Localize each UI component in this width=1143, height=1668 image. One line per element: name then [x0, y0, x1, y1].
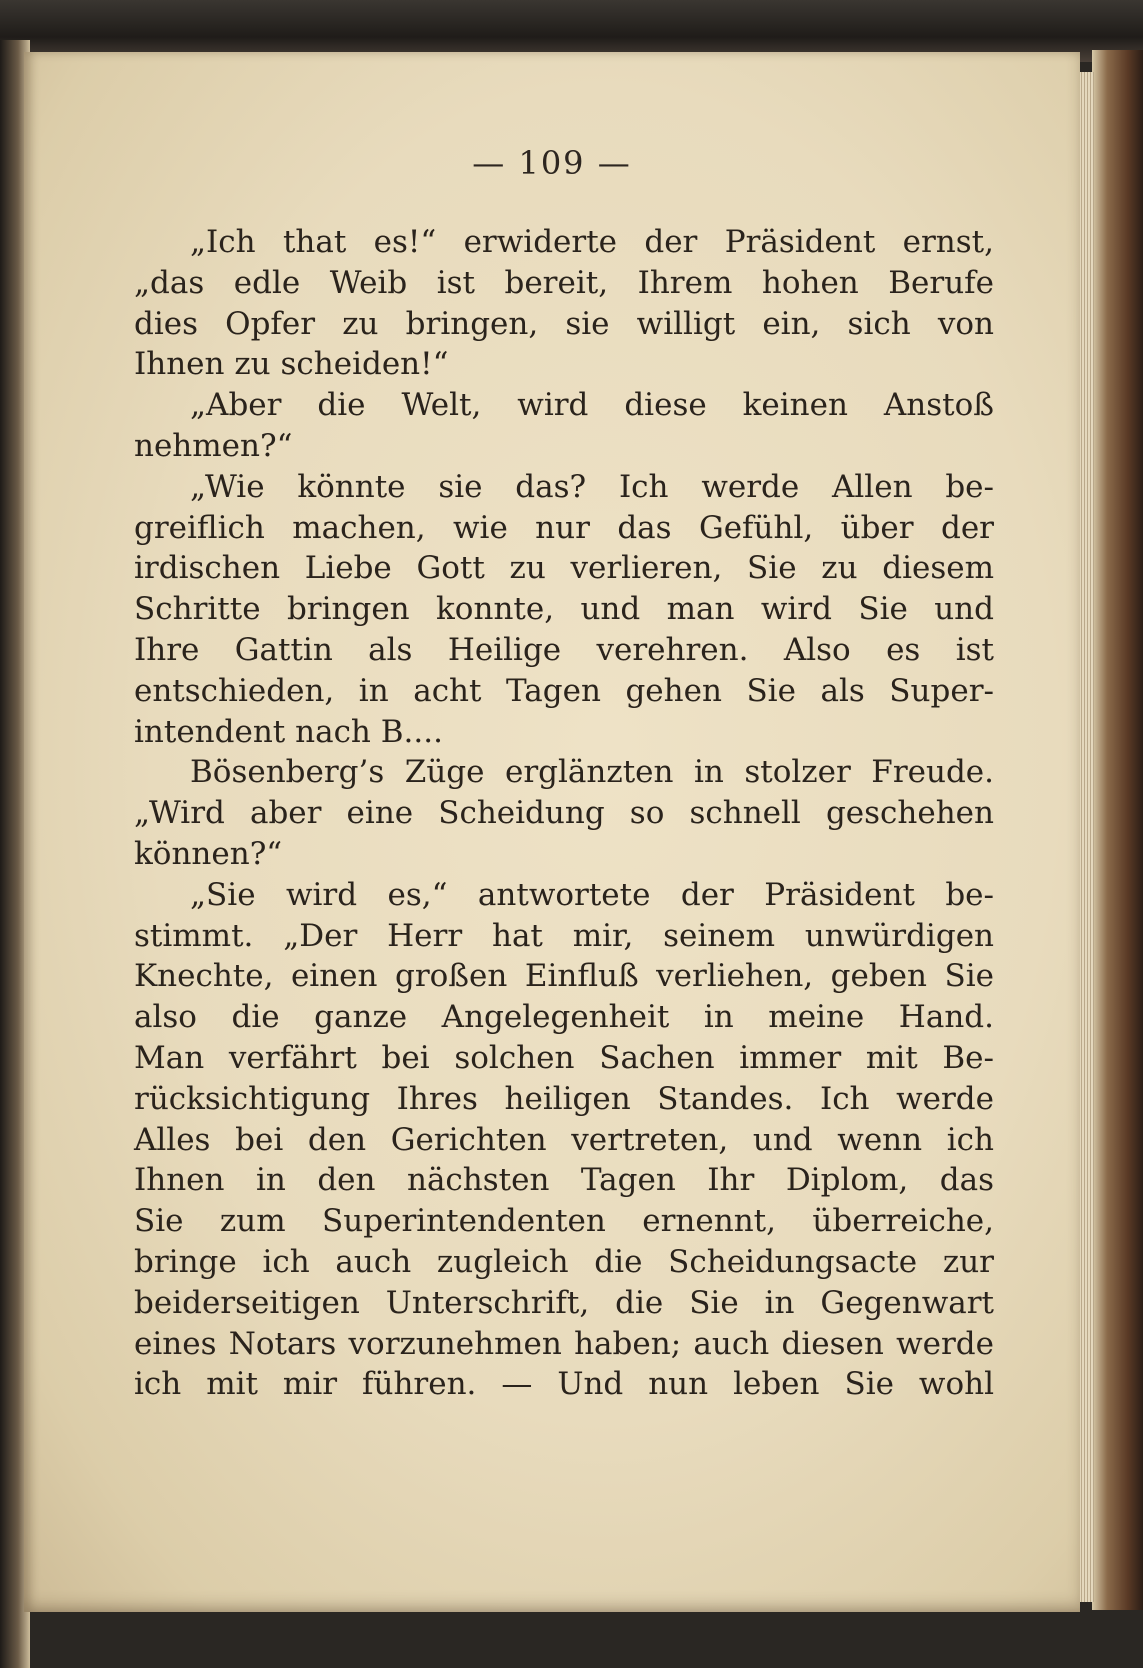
text-line: beiderseitigen Unterschrift, die Sie in Gegenwart — [134, 1284, 994, 1321]
text-line: können?“ — [134, 835, 283, 872]
text-line: also die ganze Angelegenheit in meine Hand. — [134, 999, 994, 1036]
text-line: Alles bei den Gerichten vertreten, und wenn ich — [134, 1121, 994, 1158]
text-line: nehmen?“ — [134, 427, 293, 464]
text-line: greiflich machen, wie nur das Gefühl, über der — [134, 509, 994, 546]
text-line: irdischen Liebe Gott zu verlieren, Sie zu diesem — [134, 550, 994, 587]
book-cover-edge — [1092, 50, 1143, 1610]
text-line: Sie zum Superintendenten ernennt, überreiche, — [134, 1203, 994, 1240]
text-line: stimmt. „Der Herr hat mir, seinem unwürdigen — [134, 917, 994, 954]
text-line: „Wie könnte sie das? Ich werde Allen be- — [190, 468, 994, 505]
text-line: eines Notars vorzunehmen haben; auch diesen werde — [134, 1325, 994, 1362]
text-line: „Wird aber eine Scheidung so schnell geschehen — [134, 795, 994, 832]
text-line: Knechte, einen großen Einfluß verliehen, geben Sie — [134, 958, 994, 995]
text-line: rücksichtigung Ihres heiligen Standes. Ich werde — [134, 1080, 994, 1117]
text-line: Bösenberg’s Züge erglänzten in stolzer Freude. — [190, 754, 994, 791]
text-line: „Aber die Welt, wird diese keinen Anstoß — [190, 387, 994, 424]
body-text — [134, 222, 994, 1405]
text-line: dies Opfer zu bringen, sie willigt ein, sich von — [134, 305, 994, 342]
text-line: intendent nach B.... — [134, 713, 443, 750]
text-line: Ihre Gattin als Heilige verehren. Also es ist — [134, 631, 994, 668]
text-line: entschieden, in acht Tagen gehen Sie als Super- — [134, 672, 994, 709]
text-line: „das edle Weib ist bereit, Ihrem hohen Berufe — [134, 264, 994, 301]
book-page — [24, 52, 1080, 1612]
text-line: Ihnen zu scheiden!“ — [134, 346, 449, 383]
text-line: bringe ich auch zugleich die Scheidungsacte zur — [134, 1243, 994, 1280]
text-line: „Ich that es!“ erwiderte der Präsident ernst, — [190, 224, 994, 260]
text-line: Ihnen in den nächsten Tagen Ihr Diplom, das — [134, 1162, 994, 1199]
text-line: Man verfährt bei solchen Sachen immer mit Be- — [134, 1039, 994, 1076]
text-line: Schritte bringen konnte, und man wird Sie und — [134, 591, 994, 628]
text-line: ich mit mir führen. — Und nun leben Sie wohl — [134, 1366, 994, 1403]
text-line: „Sie wird es,“ antwortete der Präsident be- — [190, 876, 994, 913]
page-number: — 109 — — [472, 144, 632, 182]
